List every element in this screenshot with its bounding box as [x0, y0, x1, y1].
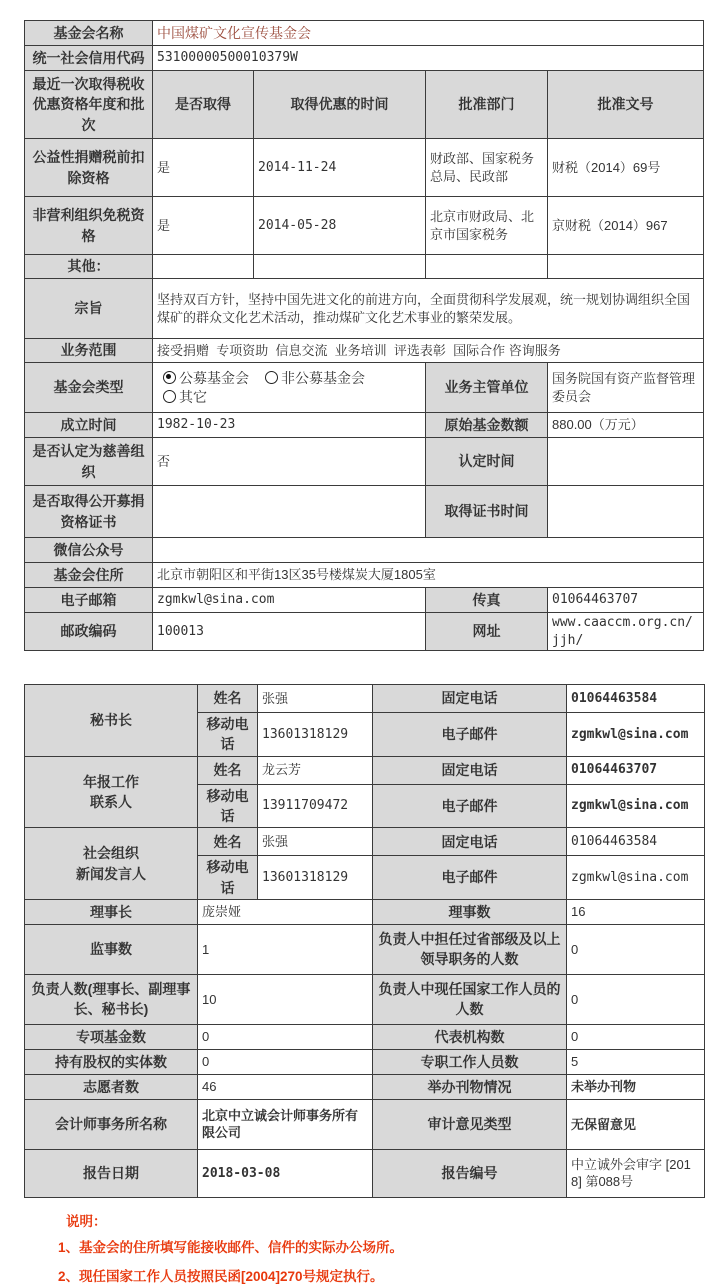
supervisor-label: 业务主管单位	[426, 363, 548, 413]
credit-code-value: 53100000500010379W	[153, 46, 704, 71]
contact-role-line: 秘书长	[90, 712, 132, 729]
stat-value: 0	[198, 1024, 373, 1049]
public-cert-value	[153, 486, 426, 538]
contact-mobile-value: 13601318129	[258, 713, 373, 757]
stat-label2: 举办刊物情况	[373, 1074, 567, 1099]
contact-name-label: 姓名	[198, 756, 258, 784]
website-value: www.caaccm.org.cn/jjh/	[548, 613, 704, 651]
fax-label: 传真	[426, 588, 548, 613]
stat-label: 志愿者数	[25, 1074, 198, 1099]
contact-role-line: 年报工作	[83, 773, 139, 790]
fax-value: 01064463707	[548, 588, 704, 613]
radio-label: 非公募基金会	[281, 369, 365, 386]
contact-role	[25, 756, 198, 828]
tax-col-obtained: 是否取得	[153, 71, 254, 139]
tax-row-doc: 京财税（2014）967	[548, 197, 704, 255]
stat-value2: 0	[567, 924, 705, 974]
radio-label: 其它	[179, 388, 207, 405]
contact-mobile-label: 移动电话	[198, 784, 258, 828]
radio-option-public[interactable]	[163, 369, 249, 388]
type-label: 基金会类型	[25, 363, 153, 413]
tax-col-doc: 批准文号	[548, 71, 704, 139]
tax-other-obtained	[153, 255, 254, 279]
tax-other-label: 其他：	[25, 255, 153, 279]
stat-value: 2018-03-08	[198, 1149, 373, 1197]
public-cert-label: 是否取得公开募捐资格证书	[25, 486, 153, 538]
contact-email-value: zgmkwl@sina.com	[567, 784, 705, 828]
foundation-name-value: 中国煤矿文化宣传基金会	[153, 21, 704, 46]
address-value: 北京市朝阳区和平街13区35号楼煤炭大厦1805室	[153, 563, 704, 588]
stat-label: 持有股权的实体数	[25, 1049, 198, 1074]
stat-value2: 0	[567, 1024, 705, 1049]
website-label: 网址	[426, 613, 548, 651]
contact-name-value: 张强	[258, 828, 373, 856]
tax-row-obtained: 是	[153, 139, 254, 197]
stat-label2: 报告编号	[373, 1149, 567, 1197]
contact-tel-value: 01064463584	[567, 828, 705, 856]
stat-label2: 理事数	[373, 899, 567, 924]
mission-label: 宗旨	[25, 279, 153, 339]
note-item: 1、基金会的住所填写能接收邮件、信件的实际办公场所。	[58, 1239, 404, 1255]
contact-tel-value: 01064463584	[567, 685, 705, 713]
charity-time-value	[548, 438, 704, 486]
notes-section	[24, 1210, 720, 1285]
contact-tel-label: 固定电话	[373, 828, 567, 856]
original-fund-value: 880.00（万元）	[548, 413, 704, 438]
contact-tel-value: 01064463707	[567, 756, 705, 784]
tax-col-time: 取得优惠的时间	[254, 71, 426, 139]
scope-label: 业务范围	[25, 339, 153, 363]
contact-name-value: 龙云芳	[258, 756, 373, 784]
contact-tel-label: 固定电话	[373, 756, 567, 784]
contact-name-label: 姓名	[198, 685, 258, 713]
charity-label: 是否认定为慈善组织	[25, 438, 153, 486]
tax-col-dept: 批准部门	[426, 71, 548, 139]
stat-value: 1	[198, 924, 373, 974]
radio-icon	[265, 371, 278, 384]
tax-other-doc	[548, 255, 704, 279]
established-label: 成立时间	[25, 413, 153, 438]
stat-value: 46	[198, 1074, 373, 1099]
tax-row-dept: 北京市财政局、北京市国家税务	[426, 197, 548, 255]
wechat-value	[153, 538, 704, 563]
note-item: 2、现任国家工作人员按照民函[2004]270号规定执行。	[58, 1268, 384, 1284]
stat-label: 专项基金数	[25, 1024, 198, 1049]
stat-value2: 0	[567, 974, 705, 1024]
cert-time-label: 取得证书时间	[426, 486, 548, 538]
tax-row-dept: 财政部、国家税务总局、民政部	[426, 139, 548, 197]
postcode-label: 邮政编码	[25, 613, 153, 651]
stat-label2: 负责人中现任国家工作人员的人数	[373, 974, 567, 1024]
stat-label2: 代表机构数	[373, 1024, 567, 1049]
contact-role	[25, 685, 198, 757]
contact-email-value: zgmkwl@sina.com	[567, 856, 705, 900]
foundation-type-radiogroup	[153, 363, 426, 413]
contacts-stats-table	[24, 684, 705, 1198]
contact-name-value: 张强	[258, 685, 373, 713]
radio-option-other[interactable]	[163, 388, 207, 407]
contact-tel-label: 固定电话	[373, 685, 567, 713]
charity-time-label: 认定时间	[426, 438, 548, 486]
contact-mobile-label: 移动电话	[198, 713, 258, 757]
contact-email-label: 电子邮件	[373, 784, 567, 828]
contact-mobile-value: 13601318129	[258, 856, 373, 900]
stat-label2: 审计意见类型	[373, 1099, 567, 1149]
email-value: zgmkwl@sina.com	[153, 588, 426, 613]
stat-value: 北京中立诚会计师事务所有限公司	[198, 1099, 373, 1149]
stat-label: 负责人数(理事长、副理事长、秘书长)	[25, 974, 198, 1024]
address-label: 基金会住所	[25, 563, 153, 588]
notes-title: 说明：	[66, 1213, 107, 1229]
stat-value: 0	[198, 1049, 373, 1074]
radio-selected-icon	[163, 371, 176, 384]
contact-email-value: zgmkwl@sina.com	[567, 713, 705, 757]
stat-value2: 5	[567, 1049, 705, 1074]
foundation-name-label: 基金会名称	[25, 21, 153, 46]
stat-value2: 未举办刊物	[567, 1074, 705, 1099]
tax-row-obtained: 是	[153, 197, 254, 255]
stat-value2: 中立诚外会审字 [2018] 第088号	[567, 1149, 705, 1197]
established-value: 1982-10-23	[153, 413, 426, 438]
contact-role	[25, 828, 198, 900]
supervisor-value: 国务院国有资产监督管理委员会	[548, 363, 704, 413]
stat-value: 10	[198, 974, 373, 1024]
stat-value2: 16	[567, 899, 705, 924]
mission-value: 坚持双百方针，坚持中国先进文化的前进方向，全面贯彻科学发展观，统一规划协调组织全国煤矿的群众文化艺术活动，推动煤矿文化艺术事业的繁荣发展。	[153, 279, 704, 339]
contact-role-line: 新闻发言人	[76, 865, 146, 882]
contact-email-label: 电子邮件	[373, 856, 567, 900]
tax-row-label: 非营利组织免税资格	[25, 197, 153, 255]
postcode-value: 100013	[153, 613, 426, 651]
contact-role-line: 联系人	[90, 793, 132, 810]
stat-label: 监事数	[25, 924, 198, 974]
stat-label: 报告日期	[25, 1149, 198, 1197]
cert-time-value	[548, 486, 704, 538]
stat-label: 理事长	[25, 899, 198, 924]
wechat-label: 微信公众号	[25, 538, 153, 563]
stat-label: 会计师事务所名称	[25, 1099, 198, 1149]
basic-info-table	[24, 20, 704, 651]
tax-row-doc: 财税（2014）69号	[548, 139, 704, 197]
email-label: 电子邮箱	[25, 588, 153, 613]
charity-value: 否	[153, 438, 426, 486]
tax-row-time: 2014-05-28	[254, 197, 426, 255]
contact-email-label: 电子邮件	[373, 713, 567, 757]
radio-option-nonpublic[interactable]	[265, 369, 365, 388]
tax-other-time	[254, 255, 426, 279]
radio-label: 公募基金会	[179, 369, 249, 386]
tax-row-time: 2014-11-24	[254, 139, 426, 197]
contact-name-label: 姓名	[198, 828, 258, 856]
stat-label2: 负责人中担任过省部级及以上领导职务的人数	[373, 924, 567, 974]
credit-code-label: 统一社会信用代码	[25, 46, 153, 71]
contact-mobile-label: 移动电话	[198, 856, 258, 900]
radio-icon	[163, 390, 176, 403]
stat-value2: 无保留意见	[567, 1099, 705, 1149]
original-fund-label: 原始基金数额	[426, 413, 548, 438]
scope-value: 接受捐赠 专项资助 信息交流 业务培训 评选表彰 国际合作 咨询服务	[153, 339, 704, 363]
contact-mobile-value: 13911709472	[258, 784, 373, 828]
tax-row-label: 公益性捐赠税前扣除资格	[25, 139, 153, 197]
tax-section-label: 最近一次取得税收优惠资格年度和批次	[25, 71, 153, 139]
contact-role-line: 社会组织	[83, 845, 139, 862]
stat-value: 庞崇娅	[198, 899, 373, 924]
stat-label2: 专职工作人员数	[373, 1049, 567, 1074]
tax-other-dept	[426, 255, 548, 279]
